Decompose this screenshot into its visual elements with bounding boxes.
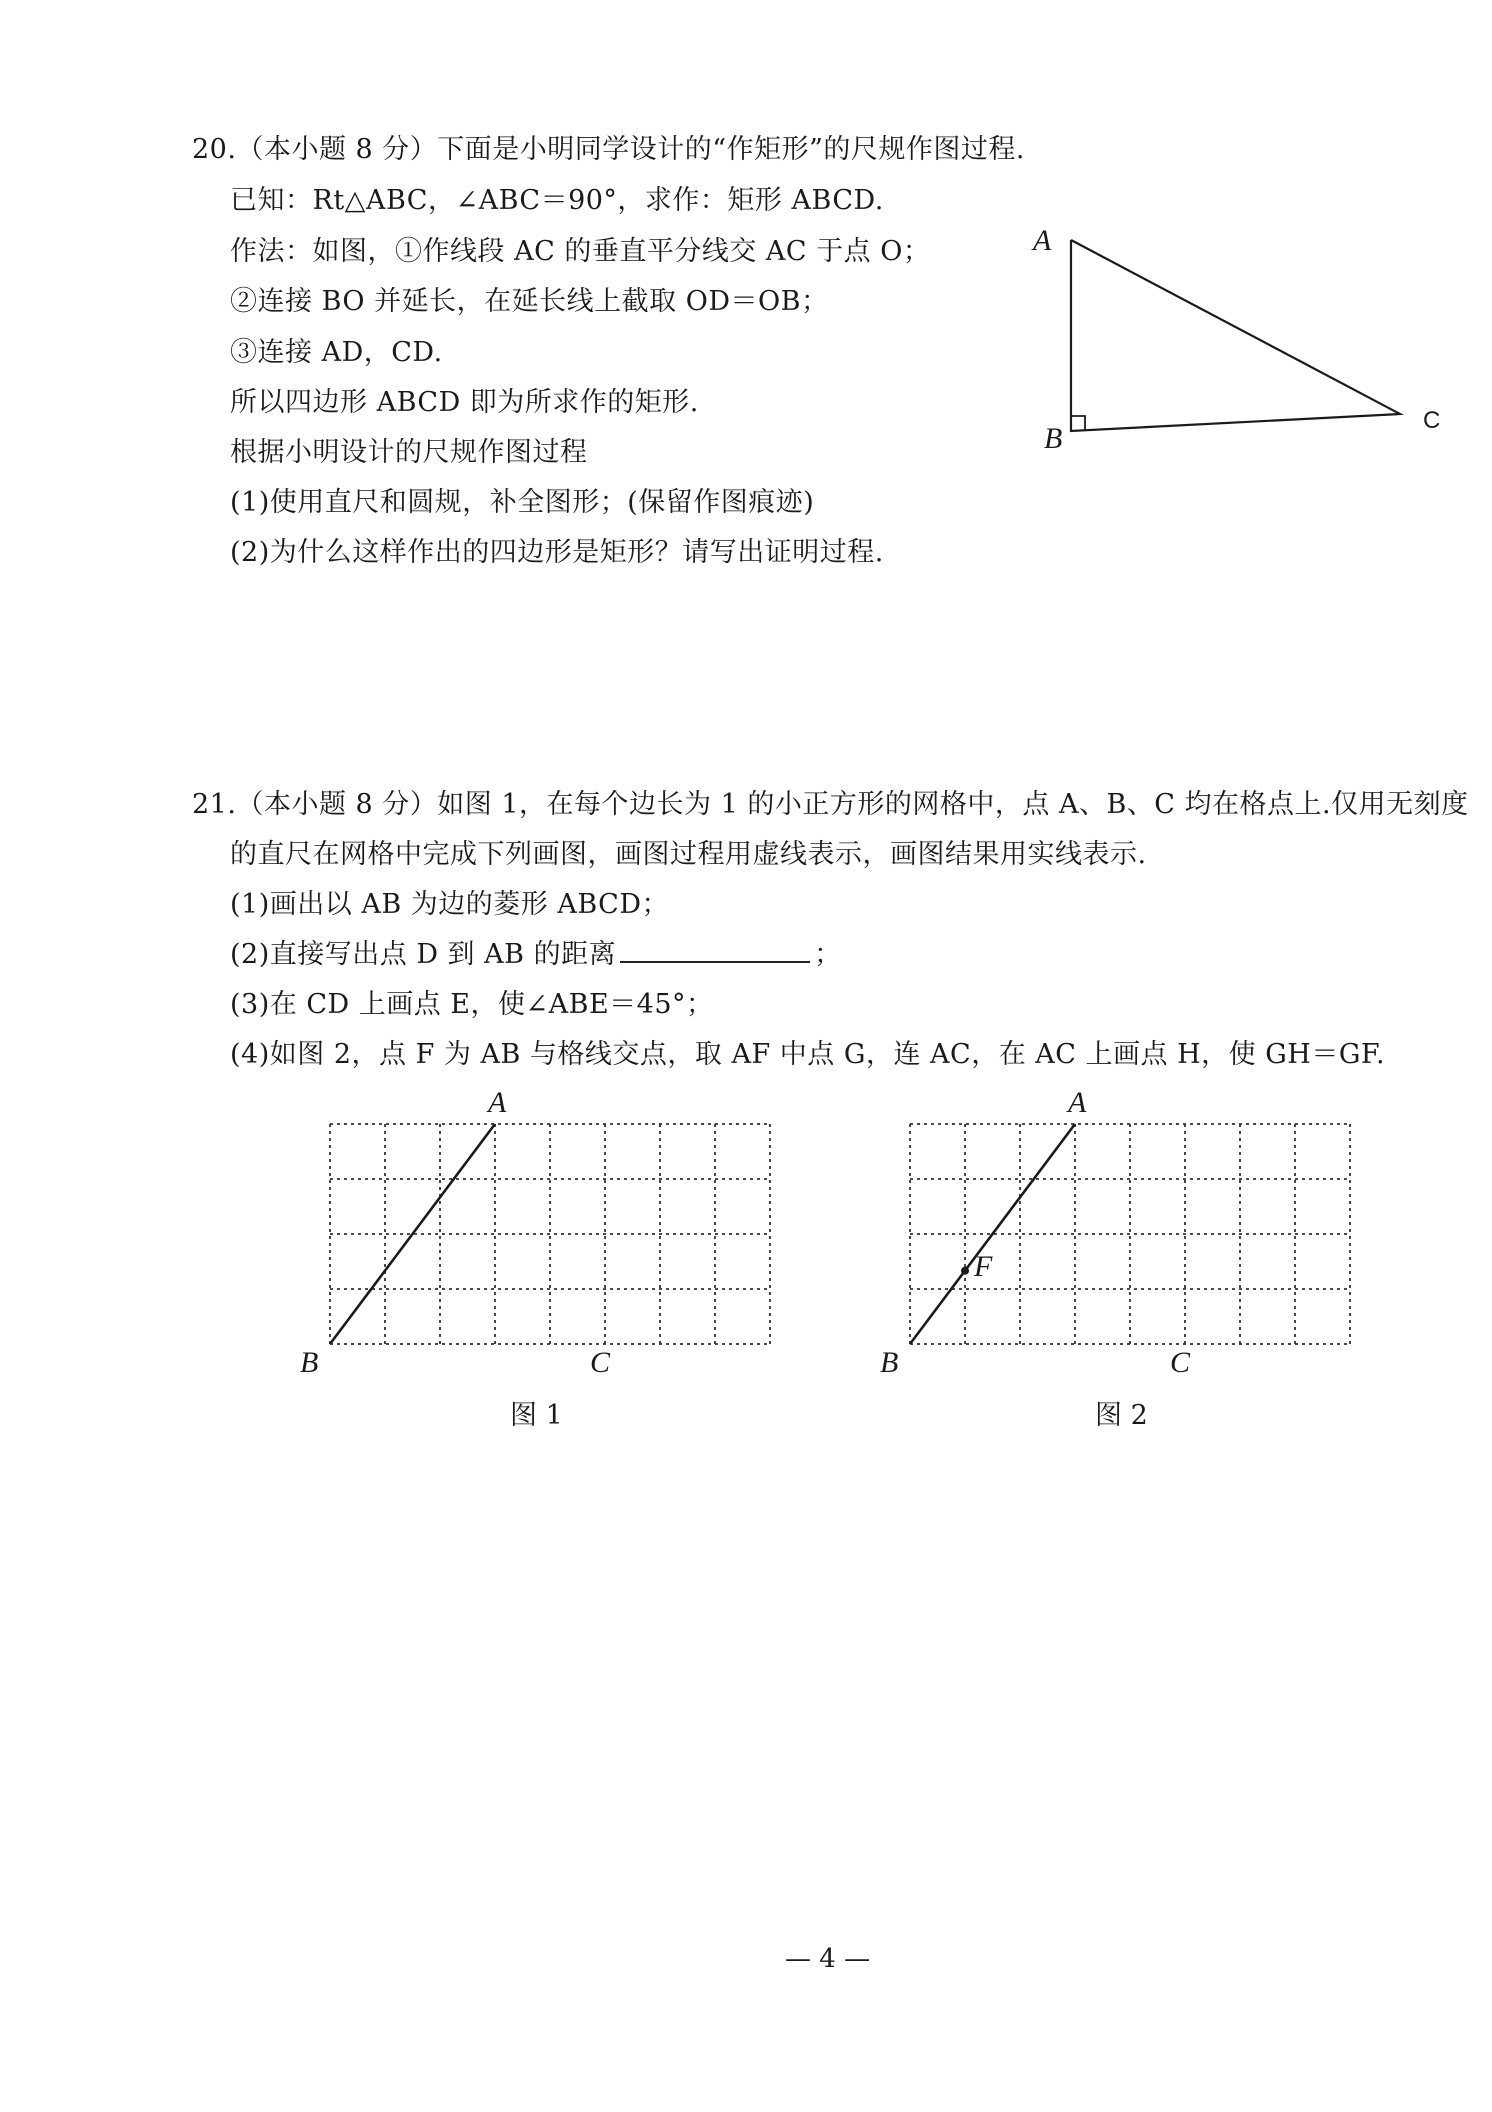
q21-part1: (1)画出以 AB 为边的菱形 ABCD；	[230, 889, 669, 920]
triangle-outline	[1071, 240, 1400, 431]
q20-prompt: 根据小明设计的尺规作图过程	[230, 437, 588, 468]
q20-method-step2: ②连接 BO 并延长，在延长线上截取 OD＝OB；	[230, 286, 829, 317]
q21-part2: (2)直接写出点 D 到 AB 的距离	[230, 939, 617, 970]
triangle-label-b: B	[1044, 422, 1063, 455]
q21-part3: (3)在 CD 上画点 E，使∠ABE＝45°；	[230, 989, 714, 1020]
q20-method-step3: ③连接 AD，CD.	[230, 337, 443, 368]
triangle-label-c: C	[1423, 407, 1441, 434]
right-angle-mark	[1071, 416, 1085, 431]
q21-figure1-grid	[290, 1080, 810, 1380]
q21-answer-blank[interactable]	[620, 937, 810, 963]
q20-conclusion: 所以四边形 ABCD 即为所求作的矩形.	[230, 387, 699, 418]
q21-part4: (4)如图 2，点 F 为 AB 与格线交点，取 AF 中点 G，连 AC，在 AC 上画点 H，使 GH＝GF.	[230, 1039, 1386, 1070]
fig1-grid-lines	[330, 1124, 770, 1344]
q21-title-line2: 的直尺在网格中完成下列画图，画图过程用虚线表示，画图结果用实线表示.	[230, 839, 1147, 870]
fig2-label-b: B	[880, 1346, 899, 1379]
q20-title: 20.（本小题 8 分）下面是小明同学设计的“作矩形”的尺规作图过程.	[192, 134, 1025, 165]
fig1-caption: 图 1	[510, 1400, 563, 1431]
fig2-label-a: A	[1068, 1086, 1087, 1119]
q21-part2-end: ；	[814, 939, 842, 970]
fig2-grid-lines	[910, 1124, 1350, 1344]
q20-triangle-figure	[1030, 220, 1441, 460]
page-number: — 4 —	[785, 1944, 871, 1974]
fig2-label-c: C	[1170, 1346, 1191, 1379]
triangle-label-a: A	[1033, 224, 1052, 257]
q20-method-step1: 作法：如图，①作线段 AC 的垂直平分线交 AC 于点 O；	[230, 236, 931, 267]
fig2-point-f	[961, 1267, 969, 1275]
fig1-label-c: C	[590, 1346, 611, 1379]
fig1-label-b: B	[300, 1346, 319, 1379]
fig2-caption: 图 2	[1095, 1400, 1148, 1431]
q21-part2-row	[230, 932, 842, 971]
q21-figure2-grid	[870, 1080, 1390, 1380]
q21-title-line1: 21.（本小题 8 分）如图 1，在每个边长为 1 的小正方形的网格中，点 A、B、C 均在格点上.仅用无刻度	[192, 789, 1469, 820]
q20-given: 已知：Rt△ABC，∠ABC＝90°，求作：矩形 ABCD.	[230, 185, 884, 216]
fig2-label-f: F	[974, 1250, 993, 1283]
q20-part1: (1)使用直尺和圆规，补全图形；(保留作图痕迹)	[230, 487, 815, 518]
fig1-label-a: A	[488, 1086, 507, 1119]
q20-part2: (2)为什么这样作出的四边形是矩形？请写出证明过程.	[230, 537, 884, 568]
